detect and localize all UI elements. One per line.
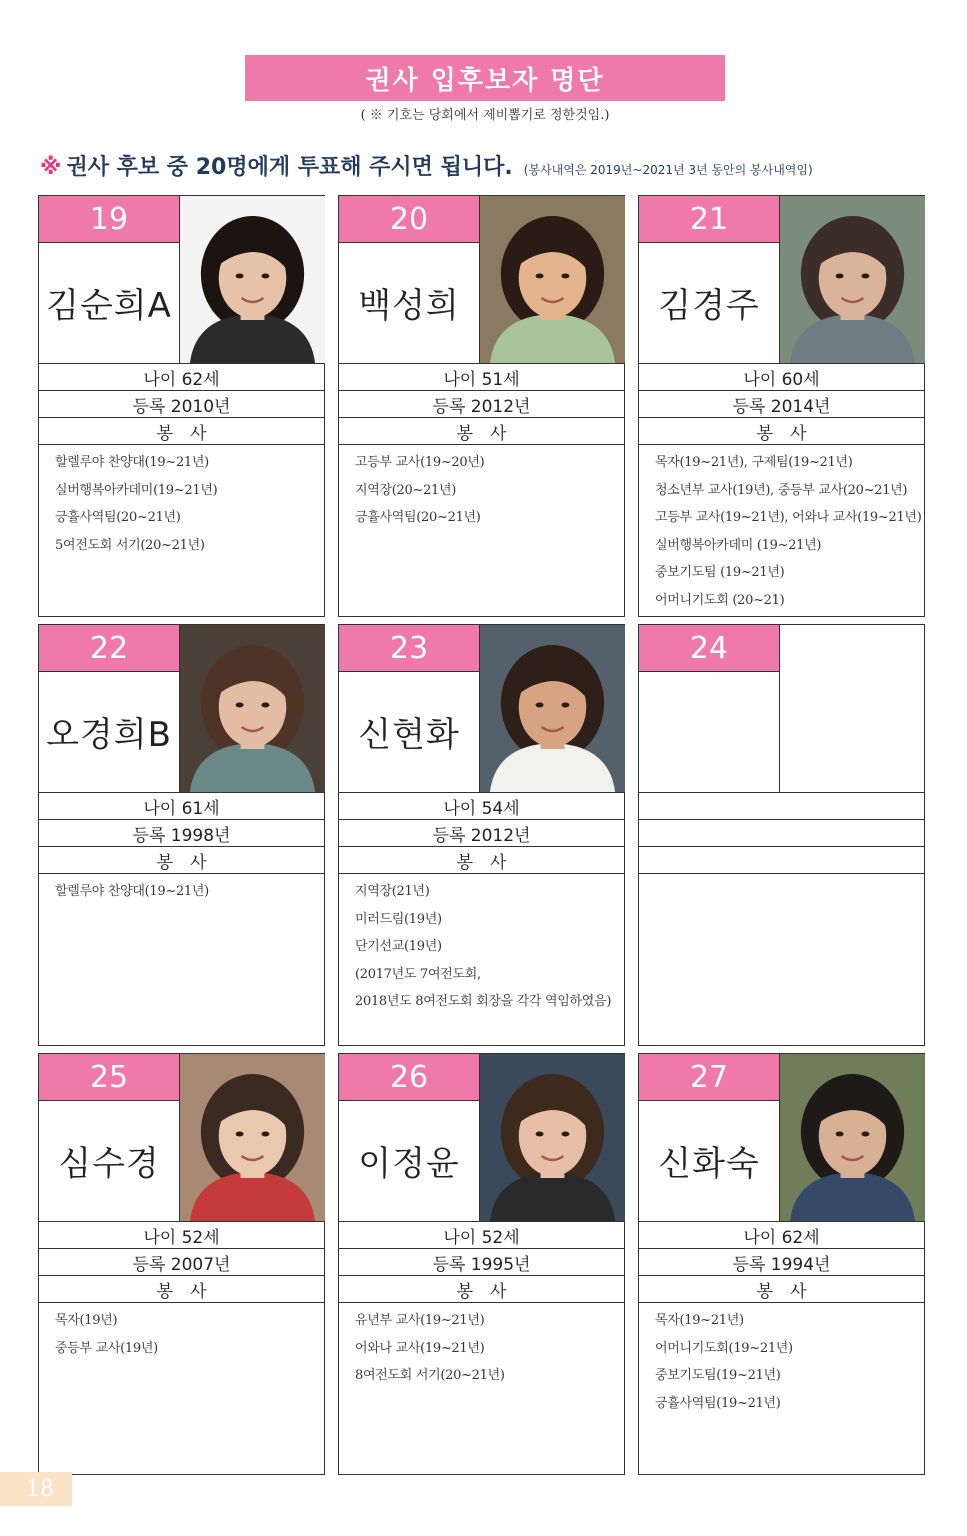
service-item: 중보기도팀 (19~21년) [655,565,785,580]
service-header: 봉 사 [39,1276,324,1303]
candidate-number: 19 [39,196,179,242]
service-list [39,1303,324,1362]
candidate-header [639,1054,924,1222]
service-header: 봉 사 [339,847,624,874]
service-item: 미러드림(19년) [355,911,442,927]
candidate-header [39,625,324,793]
candidate-card [38,195,325,617]
service-item: 실버행복아카데미 (19~21년) [655,537,822,553]
candidate-number: 21 [639,196,779,242]
candidate-registered: 등록 2007년 [39,1249,324,1276]
service-list [39,445,324,559]
candidate-name [639,671,779,792]
service-item: 실버행복아카데미(19~21년) [55,482,218,498]
candidate-name: 오경희B [46,715,172,755]
candidate-age: 나이 54세 [339,793,624,820]
candidate-age: 나이 62세 [639,1222,924,1249]
service-list [639,874,924,878]
candidate-number: 24 [639,625,779,671]
service-item: 목자(19~21년), 구제팀(19~21년) [655,455,853,470]
candidate-card [638,195,925,617]
service-list [639,445,924,614]
service-list [339,445,624,532]
candidate-registered: 등록 1998년 [39,820,324,847]
candidate-header [339,196,624,364]
service-item: 어와나 교사(19~21년) [355,1340,485,1356]
voting-instruction [40,150,940,181]
page-title: 권사 입후보자 명단 [245,55,725,101]
candidate-header [39,1054,324,1222]
instruction-text: 권사 후보 중 20명에게 투표해 주시면 됩니다. [66,155,513,180]
service-list [339,1303,624,1390]
candidate-registered: 등록 2012년 [339,391,624,418]
candidate-registered: 등록 2014년 [639,391,924,418]
candidate-registered [639,820,924,847]
candidate-card [338,195,625,617]
service-header: 봉 사 [339,418,624,445]
candidate-number: 22 [39,625,179,671]
candidate-name: 신화숙 [658,1144,760,1184]
candidate-card [638,1053,925,1475]
candidate-header [639,625,924,793]
candidate-photo [779,1054,925,1221]
candidate-card [338,624,625,1046]
candidate-age: 나이 51세 [339,364,624,391]
service-item: 단기선교(19년) [355,939,442,954]
service-item: 중등부 교사(19년) [55,1340,158,1356]
candidate-photo [179,625,325,792]
service-item: 유년부 교사(19~21년) [355,1313,485,1328]
service-item: 2018년도 8여전도회 회장을 각각 역임하였음) [355,994,612,1009]
service-item: 중보기도팀(19~21년) [655,1368,781,1383]
service-item: 할렐루야 찬양대(19~21년) [55,884,209,899]
candidate-age: 나이 61세 [39,793,324,820]
service-header: 봉 사 [639,1276,924,1303]
service-header: 봉 사 [39,847,324,874]
service-item: 긍휼사역팀(19~21년) [655,1395,781,1411]
service-item: 목자(19~21년) [655,1313,744,1328]
service-item: 8여전도회 서기(20~21년) [355,1368,505,1383]
candidate-header [639,196,924,364]
service-item: 5여전도회 서기(20~21년) [55,537,205,553]
candidate-name: 김경주 [658,286,760,326]
candidate-age [639,793,924,820]
service-item: 지역장(20~21년) [355,482,457,498]
candidate-photo [479,625,625,792]
candidate-age: 나이 52세 [39,1222,324,1249]
service-header: 봉 사 [639,418,924,445]
reference-mark: ※ [40,155,62,180]
service-item: 어머니기도회(19~21년) [655,1340,793,1356]
instruction-note: (봉사내역은 2019년~2021년 3년 동안의 봉사내역임) [523,163,813,177]
service-item: 목자(19년) [55,1313,118,1328]
candidate-registered: 등록 1995년 [339,1249,624,1276]
page-subtitle: ( ※ 기호는 당회에서 제비뽑기로 정한것임.) [360,108,610,123]
candidate-card [338,1053,625,1475]
service-list [339,874,624,1016]
service-item: 긍휼사역팀(20~21년) [355,510,481,525]
candidate-number: 26 [339,1054,479,1100]
candidate-card [638,624,925,1046]
candidate-header [339,625,624,793]
candidate-name: 심수경 [58,1144,160,1184]
candidate-registered: 등록 1994년 [639,1249,924,1276]
candidate-photo [179,196,325,363]
service-item: 지역장(21년) [355,884,430,899]
candidate-name: 이정윤 [358,1144,460,1184]
service-item: 긍휼사역팀(20~21년) [55,510,181,525]
candidate-registered: 등록 2010년 [39,391,324,418]
candidate-number: 27 [639,1054,779,1100]
candidate-photo [479,196,625,363]
candidate-name: 신현화 [358,715,460,755]
service-header [639,847,924,874]
candidate-name: 김순희A [46,286,172,326]
page-number: 18 [0,1472,72,1506]
candidate-photo [179,1054,325,1221]
candidate-number: 23 [339,625,479,671]
candidate-number: 20 [339,196,479,242]
candidate-photo [779,196,925,363]
candidate-card [38,1053,325,1475]
service-list [39,874,324,906]
candidate-photo [479,1054,625,1221]
service-header: 봉 사 [39,418,324,445]
candidate-number: 25 [39,1054,179,1100]
service-item: 고등부 교사(19~21년), 어와나 교사(19~21년) [655,510,922,525]
service-header: 봉 사 [339,1276,624,1303]
service-list [639,1303,924,1417]
service-item: 고등부 교사(19~20년) [355,455,485,470]
candidate-name: 백성희 [358,286,460,326]
candidate-photo [779,625,925,792]
service-item: 청소년부 교사(19년), 중등부 교사(20~21년) [655,482,908,498]
candidate-age: 나이 52세 [339,1222,624,1249]
candidate-header [39,196,324,364]
candidate-card [38,624,325,1046]
candidate-header [339,1054,624,1222]
candidate-age: 나이 60세 [639,364,924,391]
candidate-age: 나이 62세 [39,364,324,391]
candidate-registered: 등록 2012년 [339,820,624,847]
service-item: (2017년도 7여전도회, [355,966,481,982]
service-item: 할렐루야 찬양대(19~21년) [55,455,209,470]
service-item: 어머니기도회 (20~21) [655,592,785,608]
